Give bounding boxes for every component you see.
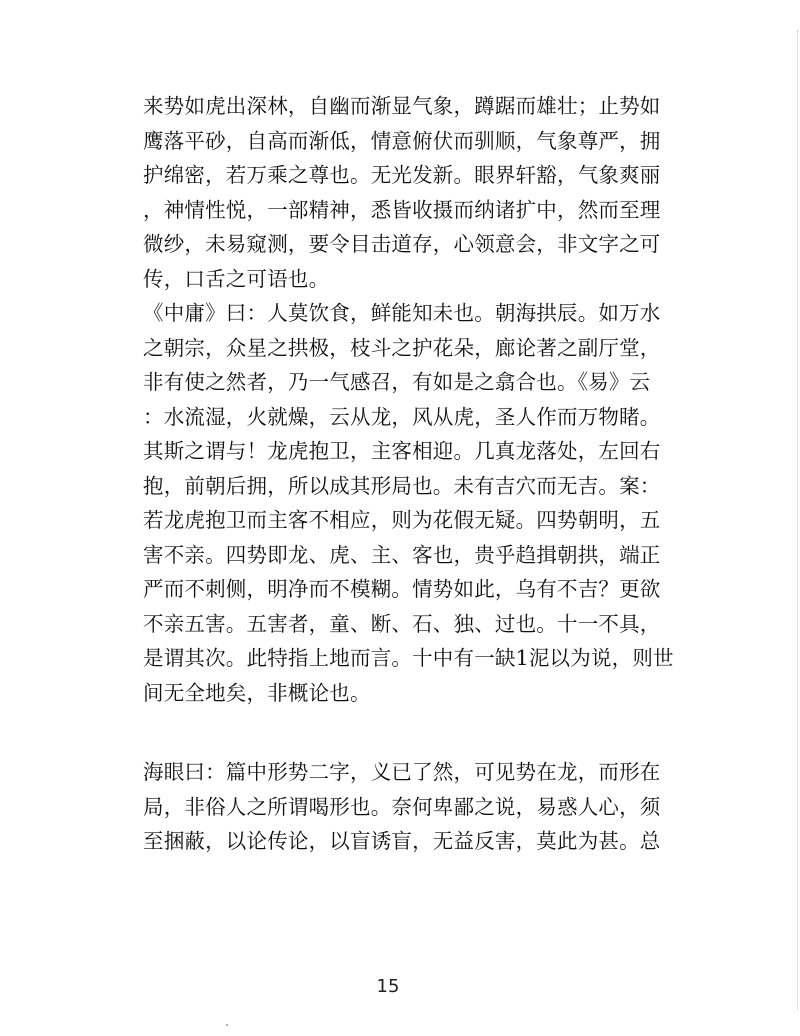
- document-body: [143, 89, 674, 859]
- text-line: 若龙虎抱卫而主客不相应，则为花假无疑。四势朝明，五: [143, 508, 661, 532]
- text-line: 之朝宗，众星之拱极，枝斗之护花朵，廊论著之副厅堂，: [143, 335, 661, 360]
- scan-edge-mark: [796, 30, 798, 1010]
- text-line: 护绵密，若万乘之尊也。无光发新。眼界轩豁，气象爽丽: [143, 163, 661, 187]
- text-line: 局，非俗人之所谓喝形也。奈何卑鄙之说，易惑人心，须: [143, 794, 661, 819]
- text-line: 《中庸》曰：人莫饮食，鲜能知未也。朝海拱辰。如万水: [143, 301, 661, 325]
- text-line: 鹰落平砂，自高而渐低，情意俯伏而驯顺，气象尊严，拥: [143, 128, 661, 153]
- text-line: 非有使之然者，乃一气感召，有如是之翕合也。《易》云: [143, 370, 651, 394]
- text-line: 来势如虎出深林，自幽而渐显气象，蹲踞而雄壮；止势如: [143, 94, 661, 118]
- text-line: 间无全地矣，非概论也。: [143, 680, 371, 705]
- text-line: 传，口舌之可语也。: [143, 266, 330, 291]
- text-line: ，神情性悦，一部精神，悉皆收摄而纳诸扩中，然而至理: [143, 197, 661, 222]
- text-line: 其斯之谓与！龙虎抱卫，主客相迎。几真龙落处，左回右: [143, 439, 661, 463]
- text-line: 是谓其次。此特指上地而言。十中有一缺1泥以为说，则世: [143, 646, 674, 670]
- text-line: 严而不刺侧，明净而不模糊。情势如此，乌有不吉？更欲: [143, 577, 661, 601]
- page-number: 15: [376, 976, 400, 997]
- paragraph-gap: [143, 710, 665, 755]
- text-line: 抱，前朝后拥，所以成其形局也。未有吉穴而无吉。案：: [143, 473, 661, 498]
- text-line: 微纱，未易窥测，要令目击道存，心领意会，非文字之可: [143, 232, 661, 256]
- text-line: 不亲五害。五害者，童、断、石、独、过也。十一不具，: [143, 611, 661, 636]
- scan-speck: [226, 1024, 228, 1026]
- text-line: 害不亲。四势即龙、虎、主、客也，贵乎趋揖朝拱，端正: [143, 542, 661, 567]
- text-line: 海眼曰：篇中形势二字，义已了然，可见势在龙，而形在: [143, 760, 661, 784]
- text-line: ：水流湿，火就燥，云从龙，风从虎，圣人作而万物睹。: [143, 404, 661, 429]
- text-line: 至捆蔽，以论传论，以盲诱盲，无益反害，莫此为甚。总: [143, 829, 661, 853]
